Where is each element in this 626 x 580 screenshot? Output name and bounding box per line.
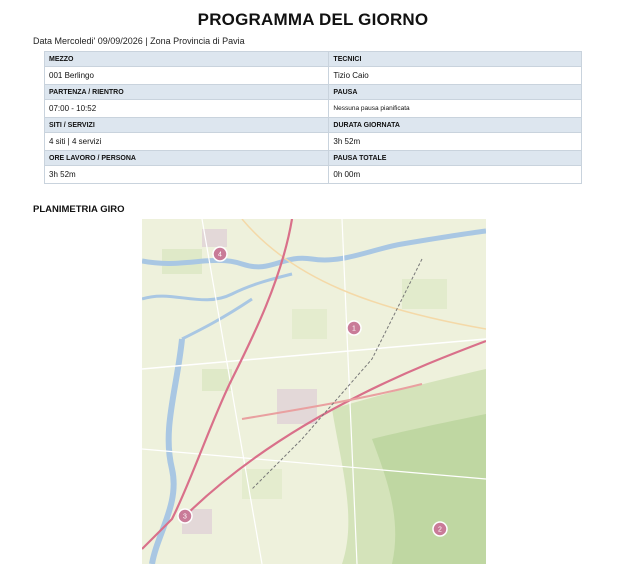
work-hours-value: 3h 52m [45,166,329,184]
map-marker-1[interactable] [347,321,361,335]
map-marker-2-label: 2 [438,526,442,534]
technicians-label: TECNICI [329,52,582,67]
table-value-row [45,67,582,85]
table-header-row [45,85,582,100]
table-header-row [45,52,582,67]
total-break-label: PAUSA TOTALE [329,151,582,166]
map-marker-4[interactable] [213,247,227,261]
sites-services-label: SITI / SERVIZI [45,118,329,133]
map-marker-3-label: 3 [183,513,187,521]
day-duration-label: DURATA GIORNATA [329,118,582,133]
route-map[interactable] [142,219,486,564]
table-header-row [45,118,582,133]
vehicle-value: 001 Berlingo [45,67,329,85]
map-section-title: PLANIMETRIA GIRO [33,204,125,215]
sites-services-value: 4 siti | 4 servizi [45,133,329,151]
vehicle-label: MEZZO [45,52,329,67]
route-map-canvas [142,219,486,564]
map-marker-4-label: 4 [218,251,222,259]
departure-return-label: PARTENZA / RIENTRO [45,85,329,100]
map-marker-3[interactable] [178,509,192,523]
total-break-value: 0h 00m [329,166,582,184]
work-hours-label: ORE LAVORO / PERSONA [45,151,329,166]
break-label: PAUSA [329,85,582,100]
page-title: PROGRAMMA DEL GIORNO [197,10,429,29]
day-duration-value: 3h 52m [329,133,582,151]
break-value: Nessuna pausa pianificata [329,100,582,118]
map-marker-1-label: 1 [352,325,356,333]
table-value-row [45,133,582,151]
table-value-row [45,166,582,184]
table-value-row [45,100,582,118]
technicians-value: Tizio Caio [329,67,582,85]
table-header-row [45,151,582,166]
day-info-table [44,51,582,184]
map-marker-2[interactable] [433,522,447,536]
departure-return-value: 07:00 - 10:52 [45,100,329,118]
date-zone-line: Data Mercoledi' 09/09/2026 | Zona Provincia di Pavia [33,36,245,46]
